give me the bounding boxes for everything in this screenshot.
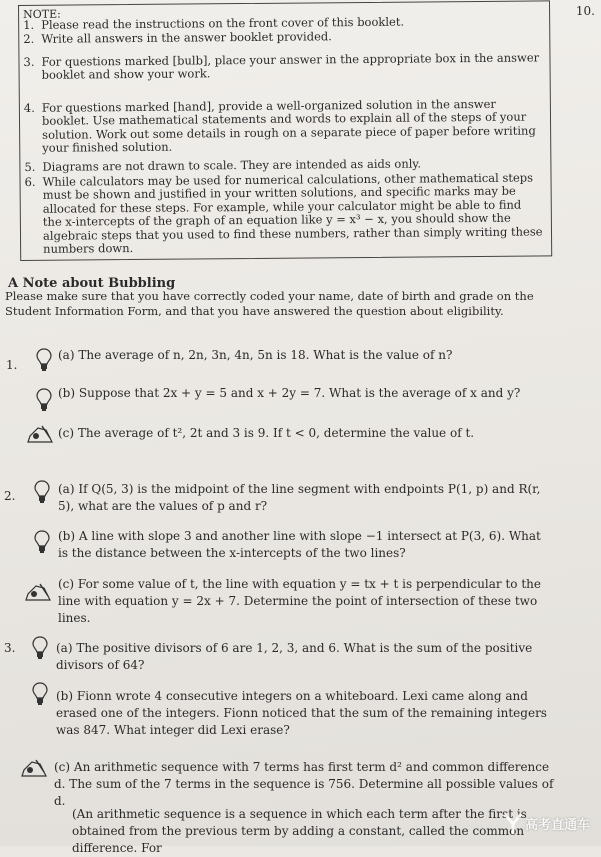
question-number: 1. <box>6 358 18 372</box>
part-label: (b) <box>56 689 74 703</box>
question-part <box>58 347 538 364</box>
page-number: 10. <box>575 4 595 18</box>
question-number: 3. <box>4 641 16 655</box>
part-label: (a) <box>56 641 73 655</box>
part-text: An arithmetic sequence with 7 terms has first term d² and common difference d. The sum of the 7 terms in the sequence is 756. Determine all possible values of d. <box>54 760 554 808</box>
lightbulb-icon <box>32 682 48 706</box>
part-label: (a) <box>58 348 75 362</box>
note-number: 6. <box>24 174 36 189</box>
part-label: (c) <box>58 577 75 591</box>
question-number: 2. <box>4 489 16 503</box>
note-number: 4. <box>23 100 35 115</box>
question-part <box>56 640 556 674</box>
lightbulb-icon <box>32 636 48 660</box>
watermark-text: 高考直通车 <box>525 818 591 833</box>
lightbulb-icon <box>36 388 52 412</box>
part-text: For some value of t, the line with equation y = tx + t is perpendicular to the line with equation y = 2x + 7. Determine the point of intersection of these two lines. <box>58 577 541 625</box>
lightbulb-icon <box>34 480 50 504</box>
note-item <box>24 156 544 174</box>
lightbulb-icon <box>34 530 50 554</box>
question-part <box>58 576 548 627</box>
question-part <box>58 481 548 515</box>
part-label: (b) <box>58 529 76 543</box>
note-text: For questions marked [bulb], place your answer in the appropriate box in the answer booklet and show your work. <box>41 50 540 83</box>
question-part <box>58 385 538 402</box>
definition-note: (An arithmetic sequence is a sequence in which each term after the first is obtained from the previous term by adding a constant, called the common difference. For <box>72 807 527 855</box>
note-text: Please read the instructions on the front cover of this booklet. <box>41 14 405 32</box>
note-number: 3. <box>23 54 35 69</box>
writing-hand-icon <box>20 758 50 778</box>
writing-hand-icon <box>26 424 56 444</box>
note-text: For questions marked [hand], provide a well-organized solution in the answer booklet. Use mathematical statements and words to explain all of the steps of your solution. Work out some details in rough on a separate piece of paper before writing your finished solution. <box>41 96 536 156</box>
note-number: 1. <box>23 17 35 32</box>
bubbling-text: Please make sure that you have correctly coded your name, date of birth and grade on the Student Information Form, and that you have answered the question about eligibility. <box>5 289 534 318</box>
question-part <box>58 528 548 562</box>
note-text: Diagrams are not drawn to scale. They are intended as aids only. <box>42 156 422 174</box>
question-part <box>58 425 538 442</box>
writing-hand-icon <box>24 582 54 602</box>
watermark <box>503 810 593 840</box>
note-item <box>23 96 544 156</box>
part-text: The average of t², 2t and 3 is 9. If t < 0, determine the value of t. <box>77 426 475 440</box>
question-part <box>54 759 564 810</box>
note-number: 2. <box>23 31 35 46</box>
note-text: While calculators may be used for numerical calculations, other mathematical steps must be shown and justified in your written solutions, and specific marks may be allocated for these steps. For example, while your calculator might be able to find the x-intercepts of the graph of an equation like y = x³ − x, you should show the algebraic steps that you used to find these numbers, rather than simply writing these numbers down. <box>42 170 543 256</box>
part-text: If Q(5, 3) is the midpoint of the line segment with endpoints P(1, p) and R(r, 5), what are the values of p and r? <box>58 482 541 513</box>
part-text: A line with slope 3 and another line with slope −1 intersect at P(3, 6). What is the distance between the x-intercepts of the two lines? <box>58 529 541 560</box>
lightbulb-icon <box>36 348 52 372</box>
part-label: (b) <box>58 386 76 400</box>
part-label: (c) <box>54 760 71 774</box>
part-label: (c) <box>58 426 75 440</box>
note-text: Write all answers in the answer booklet provided. <box>41 29 332 46</box>
note-number: 5. <box>24 159 36 174</box>
question-part <box>56 688 556 739</box>
watermark-logo-icon <box>503 812 523 836</box>
part-text: Fionn wrote 4 consecutive integers on a whiteboard. Lexi came along and erased one of the integers. Fionn noticed that the sum of the remaining integers was 847. What integer did Lexi erase? <box>56 689 547 737</box>
part-text: Suppose that 2x + y = 5 and x + 2y = 7. What is the average of x and y? <box>78 386 521 400</box>
notes-box <box>18 0 552 261</box>
bubbling-title: A Note about Bubbling <box>8 276 176 291</box>
part-label: (a) <box>58 482 75 496</box>
part-text: The positive divisors of 6 are 1, 2, 3, and 6. What is the sum of the positive divisors of 64? <box>56 641 533 672</box>
part-text: The average of n, 2n, 3n, 4n, 5n is 18. What is the value of n? <box>78 348 453 362</box>
notes-title: NOTE: <box>23 7 61 21</box>
note-item <box>23 50 543 83</box>
